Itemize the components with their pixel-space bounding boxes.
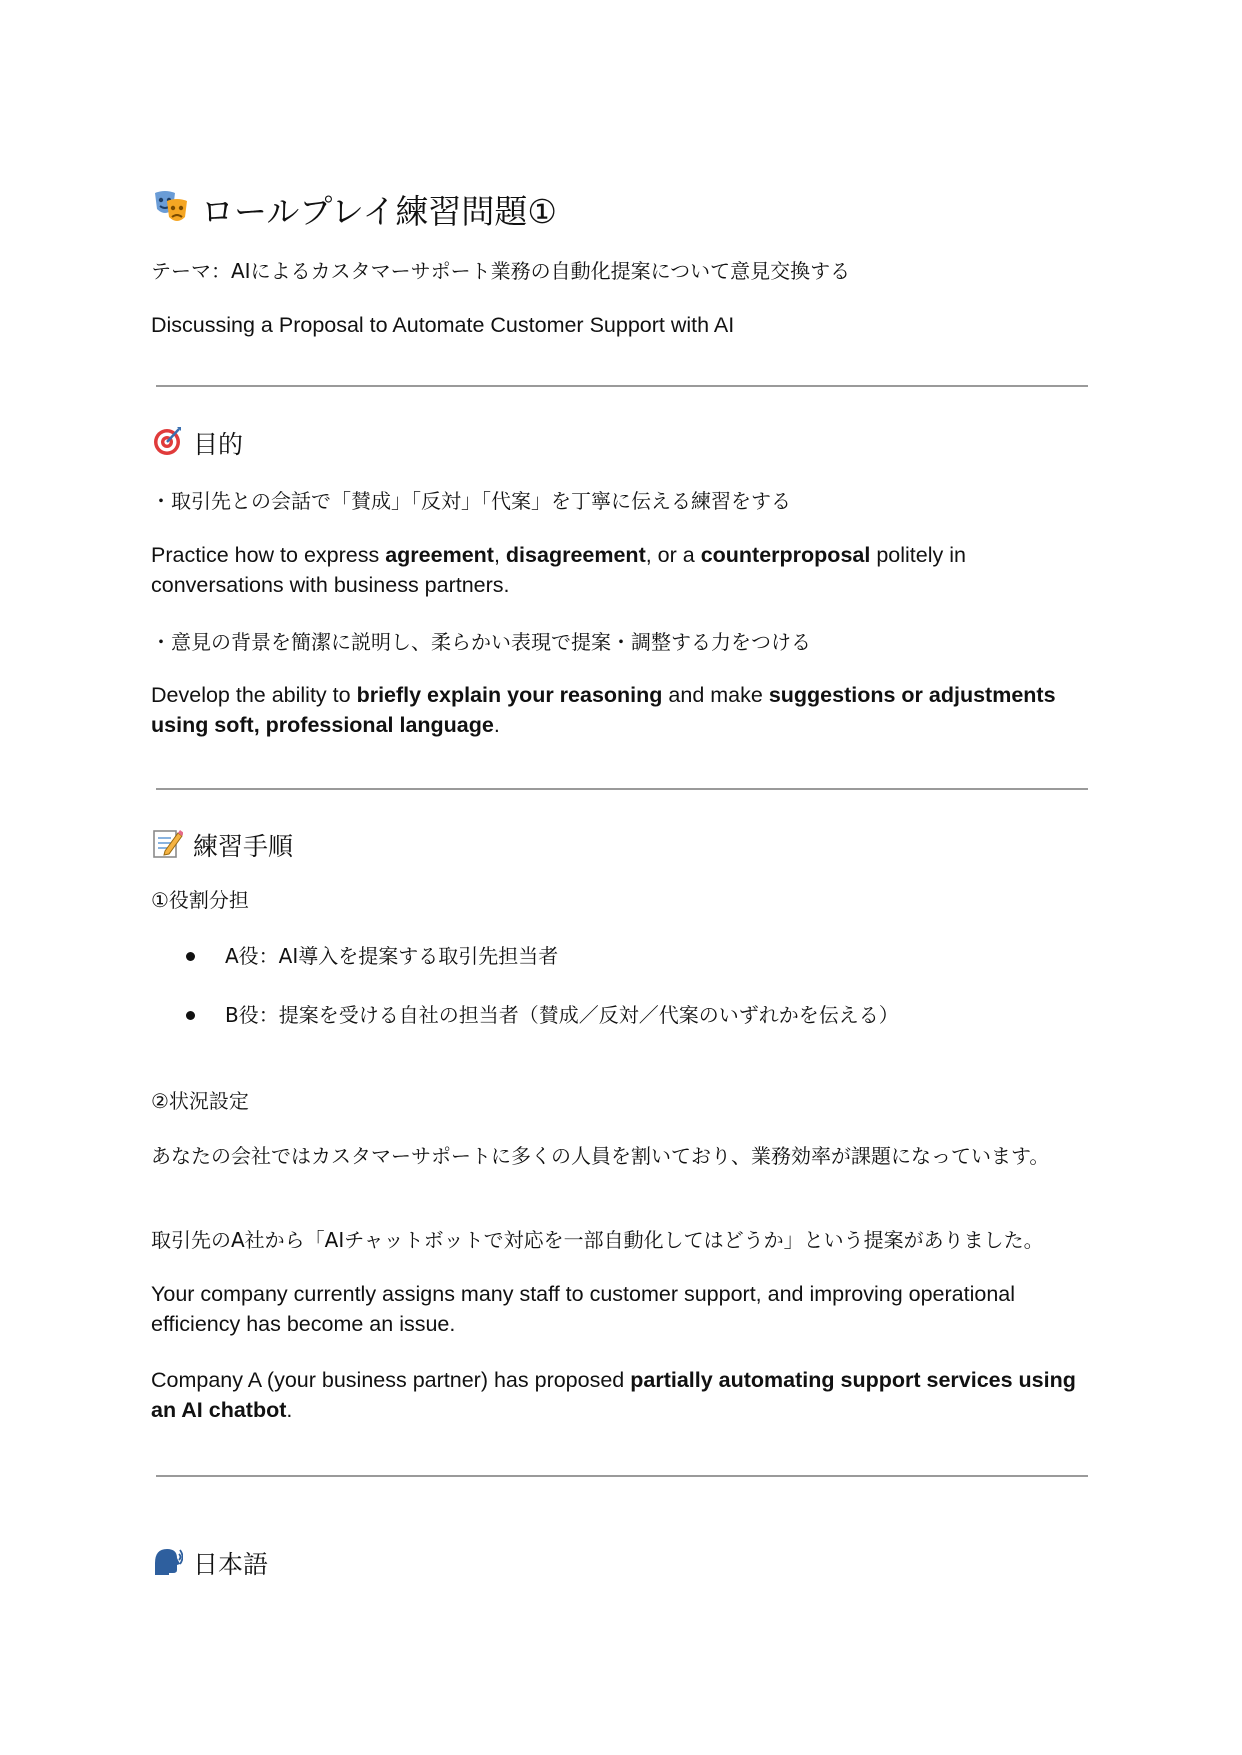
page-title-row xyxy=(151,187,1091,236)
situation-heading: ②状況設定 xyxy=(151,1089,249,1113)
procedure-heading-row xyxy=(151,827,1091,867)
page-title: ロールプレイ練習問題① xyxy=(201,191,557,231)
section-divider xyxy=(156,788,1088,790)
situation-english-2: Company A (your business partner) has proposed partially automating support services using an AI chatbot. xyxy=(151,1368,1076,1422)
performing-arts-icon xyxy=(151,187,191,236)
purpose-item-1-english: Practice how to express agreement, disagreement, or a counterproposal politely in conversations with business partners. xyxy=(151,543,966,597)
theme-japanese: テーマ：AIによるカスタマーサポート業務の自動化提案について意見交換する xyxy=(151,259,851,283)
role-b: B役：提案を受ける自社の担当者（賛成／反対／代案のいずれかを伝える） xyxy=(225,1003,899,1027)
situation-english-1: Your company currently assigns many staff to customer support, and improving operational efficiency has become an issue. xyxy=(151,1282,1016,1336)
purpose-item-2-english: Develop the ability to briefly explain your reasoning and make suggestions or adjustments using soft, professional language. xyxy=(151,683,1056,737)
japanese-heading: 日本語 xyxy=(193,1550,269,1579)
speaking-head-icon xyxy=(151,1545,183,1585)
procedure-heading: 練習手順 xyxy=(193,832,294,861)
situation-japanese-2: 取引先のA社から「AIチャットボットで対応を一部自動化してはどうか」という提案がありました。 xyxy=(151,1228,1044,1252)
target-icon xyxy=(151,425,183,465)
bullet-dot xyxy=(186,1011,195,1020)
list-item xyxy=(186,1000,1086,1030)
role-a: A役：AI導入を提案する取引先担当者 xyxy=(225,944,559,968)
situation-japanese-1: あなたの会社ではカスタマーサポートに多くの人員を割いており、業務効率が課題になっています。 xyxy=(151,1144,1050,1168)
section-divider xyxy=(156,385,1088,387)
purpose-heading-row xyxy=(151,425,1091,465)
purpose-item-2-japanese: ・意見の背景を簡潔に説明し、柔らかい表現で提案・調整する力をつける xyxy=(151,630,811,654)
purpose-heading: 目的 xyxy=(193,430,244,459)
roles-heading: ①役割分担 xyxy=(151,888,249,912)
bullet-dot xyxy=(186,952,195,961)
memo-icon xyxy=(151,827,183,867)
theme-english: Discussing a Proposal to Automate Customer Support with AI xyxy=(151,313,735,337)
section-divider xyxy=(156,1475,1088,1477)
list-item xyxy=(186,941,1086,971)
japanese-heading-row xyxy=(151,1545,1091,1585)
purpose-item-1-japanese: ・取引先との会話で「賛成」「反対」「代案」を丁寧に伝える練習をする xyxy=(151,489,791,513)
